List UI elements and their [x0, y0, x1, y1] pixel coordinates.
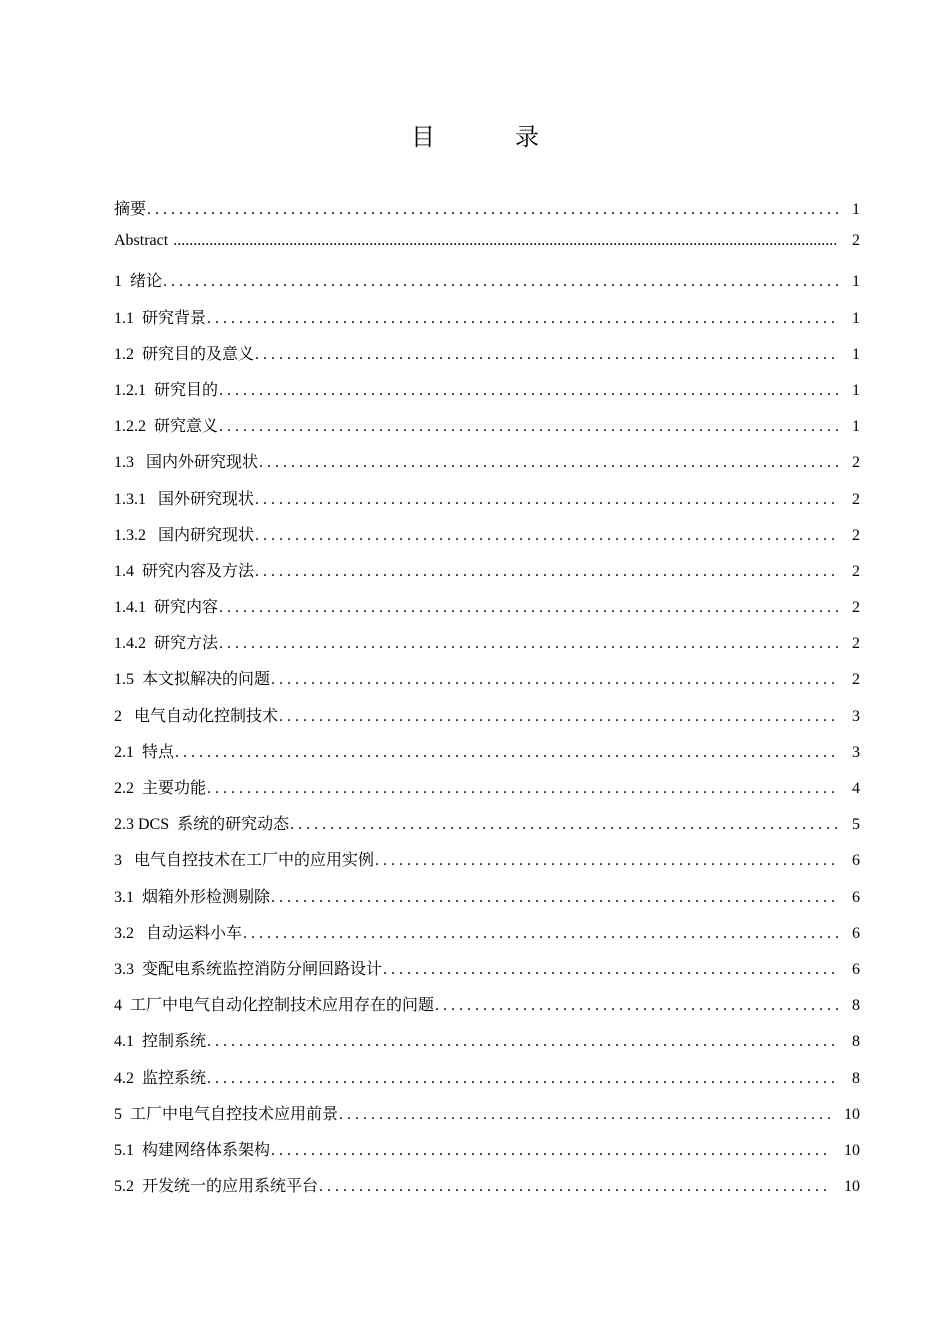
- toc-entry-label: 5 工厂中电气自控技术应用前景: [114, 1105, 339, 1123]
- toc-entry-label: 1.3.1 国外研究现状: [114, 490, 255, 508]
- toc-entry-page-number: 2: [852, 562, 860, 580]
- toc-entry: [114, 811, 860, 847]
- toc-entry: [114, 305, 860, 341]
- toc-entry-label: 1.4.2 研究方法: [114, 635, 219, 653]
- toc-dot-leader: [319, 1178, 832, 1196]
- toc-dot-leader: [175, 744, 838, 762]
- toc-dot-leader: [271, 889, 838, 907]
- toc-dot-leader: [255, 527, 838, 545]
- toc-entry: [114, 1028, 860, 1064]
- toc-entry: [114, 703, 860, 739]
- toc-entry: [114, 1065, 860, 1101]
- toc-dot-leader: [339, 1106, 832, 1124]
- toc-entry-page-number: 6: [852, 960, 860, 978]
- toc-entry-page-number: 10: [844, 1141, 860, 1159]
- toc-dot-leader: [163, 273, 838, 291]
- toc-entry: [114, 1137, 860, 1173]
- toc-dot-leader: [271, 671, 838, 689]
- toc-entry-label: 3.1 烟箱外形检测剔除: [114, 888, 271, 906]
- toc-dot-leader: [383, 961, 838, 979]
- toc-entry: [114, 413, 860, 449]
- toc-dot-leader: [271, 1142, 832, 1160]
- toc-entry-label: 2.1 特点: [114, 743, 175, 761]
- toc-entry-label: 2.3 DCS 系统的研究动态: [114, 816, 290, 834]
- toc-entry-label: 1.5 本文拟解决的问题: [114, 671, 271, 689]
- toc-entry-page-number: 1: [852, 418, 860, 436]
- toc-dot-leader: [207, 1033, 838, 1051]
- toc-entry-page-number: 3: [852, 707, 860, 725]
- toc-entry-label: 4.1 控制系统: [114, 1033, 207, 1051]
- toc-entry-label: 1.3 国内外研究现状: [114, 454, 259, 472]
- toc-entry-page-number: 6: [852, 852, 860, 870]
- toc-entry-page-number: 1: [852, 273, 860, 291]
- toc-entry-page-number: 4: [852, 780, 860, 797]
- toc-dot-leader: [207, 1070, 838, 1088]
- toc-entry-label: 1.3.2 国内研究现状: [114, 526, 255, 544]
- toc-dot-leader: [173, 232, 838, 250]
- toc-entry-page-number: 1: [852, 201, 860, 218]
- toc-entry-label: Abstract: [114, 232, 173, 250]
- toc-entry-page-number: 6: [852, 888, 860, 906]
- toc-entry: [114, 558, 860, 594]
- toc-entry-page-number: 8: [852, 1033, 860, 1051]
- toc-entry-label: 3.3 变配电系统监控消防分闸回路设计: [114, 960, 383, 978]
- toc-dot-leader: [255, 563, 838, 581]
- toc-dot-leader: [219, 382, 838, 400]
- toc-dot-leader: [219, 418, 838, 436]
- toc-entry-label: 1.2.1 研究目的: [114, 381, 219, 399]
- toc-entry-label: 1.4 研究内容及方法: [114, 562, 255, 580]
- toc-entry: [114, 739, 860, 775]
- toc-dot-leader: [255, 491, 838, 509]
- toc-entry: [114, 449, 860, 485]
- toc-entry-page-number: 2: [852, 635, 860, 653]
- toc-dot-leader: [259, 454, 838, 472]
- toc-entry: [114, 956, 860, 992]
- toc-entry-page-number: 6: [852, 924, 860, 942]
- toc-entry: [114, 377, 860, 413]
- toc-dot-leader: [279, 708, 838, 726]
- toc-entry: [114, 884, 860, 920]
- toc-entry: [114, 992, 860, 1028]
- toc-dot-leader: [219, 599, 838, 617]
- toc-dot-leader: [435, 997, 838, 1015]
- toc-entry: [114, 486, 860, 522]
- toc-entry-label: 2.2 主要功能: [114, 780, 207, 797]
- toc-entry-page-number: 3: [852, 743, 860, 761]
- toc-entry: [114, 232, 860, 268]
- toc-entry-page-number: 1: [852, 381, 860, 399]
- toc-dot-leader: [255, 346, 838, 364]
- toc-entry: [114, 1173, 860, 1209]
- toc-entry-label: 2 电气自动化控制技术: [114, 707, 279, 725]
- toc-entry: [114, 775, 860, 811]
- toc-entry: [114, 1101, 860, 1137]
- toc-entry-page-number: 2: [852, 526, 860, 544]
- toc-entry-page-number: 1: [852, 309, 860, 327]
- toc-entry-page-number: 10: [844, 1178, 860, 1196]
- toc-list: [114, 196, 860, 1209]
- toc-entry: [114, 522, 860, 558]
- toc-entry-page-number: 5: [852, 816, 860, 834]
- toc-entry: [114, 847, 860, 883]
- toc-entry-label: 5.2 开发统一的应用系统平台: [114, 1178, 319, 1196]
- toc-entry-page-number: 1: [852, 345, 860, 363]
- toc-entry-label: 1.2.2 研究意义: [114, 418, 219, 436]
- toc-entry: [114, 920, 860, 956]
- toc-entry-label: 1.4.1 研究内容: [114, 599, 219, 617]
- toc-entry-label: 4.2 监控系统: [114, 1069, 207, 1087]
- toc-entry-label: 1.2 研究目的及意义: [114, 345, 255, 363]
- toc-entry-label: 1.1 研究背景: [114, 309, 207, 327]
- toc-entry: [114, 630, 860, 666]
- toc-entry-page-number: 10: [844, 1105, 860, 1123]
- toc-entry: [114, 196, 860, 232]
- toc-dot-leader: [207, 310, 838, 328]
- toc-title: 目 录: [411, 125, 567, 151]
- toc-entry-page-number: 8: [852, 997, 860, 1015]
- toc-entry-label: 摘要: [114, 201, 147, 218]
- toc-entry-page-number: 8: [852, 1069, 860, 1087]
- toc-dot-leader: [243, 925, 838, 943]
- toc-dot-leader: [290, 816, 838, 834]
- toc-entry-label: 1 绪论: [114, 273, 163, 291]
- toc-dot-leader: [207, 780, 838, 798]
- toc-entry: [114, 594, 860, 630]
- toc-dot-leader: [375, 852, 838, 870]
- toc-entry-page-number: 2: [852, 490, 860, 508]
- toc-entry-page-number: 2: [852, 232, 860, 250]
- toc-entry-page-number: 2: [852, 599, 860, 617]
- toc-entry: [114, 268, 860, 304]
- toc-entry: [114, 341, 860, 377]
- toc-entry-label: 3.2 自动运料小车: [114, 924, 243, 942]
- toc-entry-label: 4 工厂中电气自动化控制技术应用存在的问题: [114, 997, 435, 1015]
- toc-dot-leader: [219, 635, 838, 653]
- toc-dot-leader: [147, 201, 838, 219]
- toc-entry-page-number: 2: [852, 671, 860, 689]
- toc-entry: [114, 666, 860, 702]
- toc-entry-label: 5.1 构建网络体系架构: [114, 1141, 271, 1159]
- toc-entry-page-number: 2: [852, 454, 860, 472]
- toc-entry-label: 3 电气自控技术在工厂中的应用实例: [114, 852, 375, 870]
